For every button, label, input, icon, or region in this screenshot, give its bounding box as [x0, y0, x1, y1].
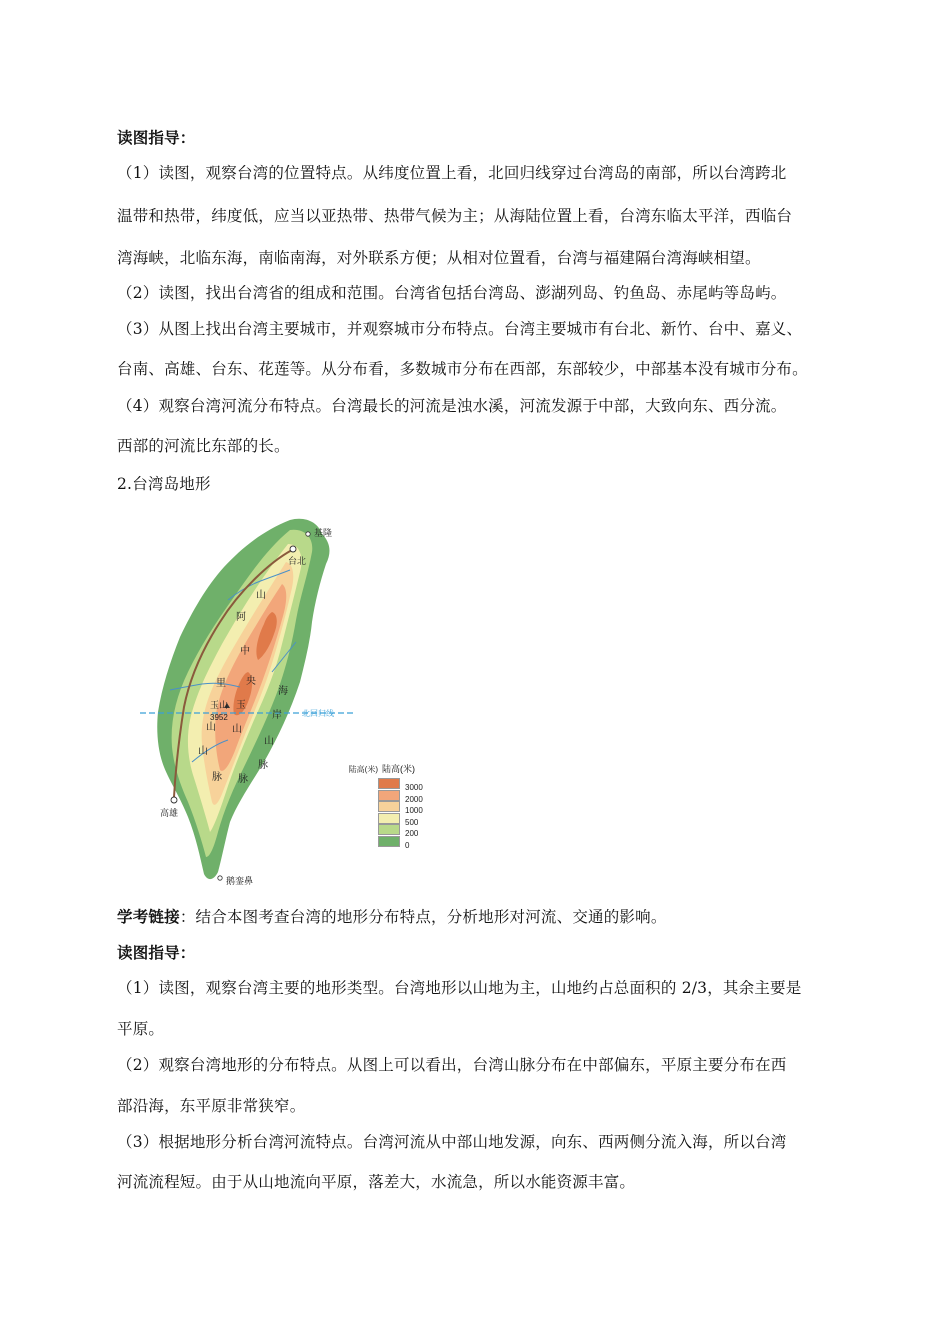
legend-label: 1000 [405, 806, 423, 815]
eluanbi-label: 鹅銮鼻 [226, 876, 254, 886]
mtn-label-mai1: 脉 [212, 772, 222, 783]
legend-swatch [378, 813, 400, 824]
section1-line-8: 西部的河流比东部的长。 [117, 437, 290, 455]
link-text: ：结合本图考查台湾的地形分布特点，分析地形对河流、交通的影响。 [179, 908, 667, 926]
legend-row-200 [378, 824, 448, 838]
section2-line-1: （1）读图，观察台湾主要的地形类型。台湾地形以山地为主，山地约占总面积的 2/3，其余主要是 [117, 979, 802, 997]
legend-title: 陆高(米) [348, 765, 378, 774]
legend-label: 500 [405, 817, 419, 827]
mtn-label-yu: 玉 [236, 700, 246, 711]
taiwan-map-svg [140, 512, 380, 892]
legend-row-500 [378, 813, 448, 827]
legend-label: 2000 [405, 794, 423, 804]
yushan-label: 玉山 [210, 701, 229, 711]
legend-row-0 [378, 836, 448, 850]
kaohsiung-label: 高雄 [160, 808, 179, 818]
legend-swatch [378, 836, 400, 847]
legend-swatch [378, 778, 400, 789]
mtn-label-an: 岸 [272, 710, 282, 721]
section2-line-6: 河流流程短。由于从山地流向平原，落差大，水流急，所以水能资源丰富。 [117, 1173, 636, 1191]
section2-line-5: （3）根据地形分析台湾河流特点。台湾河流从中部山地发源，向东、西两侧分流入海，所以台湾 [117, 1133, 787, 1151]
legend-swatch [378, 824, 400, 835]
taipei-label: 台北 [288, 556, 307, 566]
mtn-label-shan2: 山 [198, 746, 208, 757]
taipei-dot [290, 546, 296, 552]
link-label: 学考链接 [117, 907, 180, 926]
section1-line-7: （4）观察台湾河流分布特点。台湾最长的河流是浊水溪，河流发源于中部，大致向东、西分流。 [117, 397, 787, 415]
legend-label: 200 [405, 829, 419, 838]
mtn-label-shan4: 山 [256, 590, 266, 601]
elevation-legend-box [378, 764, 448, 856]
section2-line-2: 平原。 [117, 1020, 165, 1038]
legend-heading: 陆高(米) [382, 764, 415, 774]
kaohsiung-dot [171, 797, 177, 803]
legend-row-2000 [378, 790, 448, 804]
section1-line-3: 湾海峡，北临东海，南临南海，对外联系方便；从相对位置看，台湾与福建隔台湾海峡相望。 [117, 249, 761, 267]
legend-label: 0 [405, 840, 410, 850]
section1-line-2: 温带和热带，纬度低，应当以亚热带、热带气候为主；从海陆位置上看，台湾东临太平洋，西临台 [117, 207, 793, 225]
mtn-label-shan5: 山 [264, 736, 274, 747]
mtn-label-shan3: 山 [232, 724, 242, 735]
section1-line-4: （2）读图，找出台湾省的组成和范围。台湾省包括台湾岛、澎湖列岛、钓鱼岛、赤尾屿等岛屿。 [117, 284, 787, 302]
section1-heading: 读图指导： [117, 128, 196, 147]
legend-swatch [378, 790, 400, 801]
mtn-label-yang: 央 [246, 676, 256, 687]
section2-line-4: 部沿海，东平原非常狭窄。 [117, 1097, 306, 1115]
mtn-label-shan1: 山 [206, 722, 216, 733]
tropic-label: 北回归线 [302, 709, 334, 718]
keelung-label: 基隆 [314, 528, 333, 538]
section1-line-5: （3）从图上找出台湾主要城市，并观察城市分布特点。台湾主要城市有台北、新竹、台中、嘉义、 [117, 320, 803, 338]
keelung-dot [306, 532, 310, 536]
section2-line-3: （2）观察台湾地形的分布特点。从图上可以看出，台湾山脉分布在中部偏东，平原主要分布在西 [117, 1056, 787, 1074]
mtn-label-li: 里 [216, 678, 226, 689]
mtn-label-zhong: 中 [240, 646, 250, 657]
section1-line-6: 台南、高雄、台东、花莲等。从分布看，多数城市分布在西部，东部较少，中部基本没有城市分布。 [117, 360, 808, 378]
mtn-label-hai: 海 [278, 686, 288, 697]
taiwan-terrain-map [140, 512, 380, 892]
mtn-label-mai3: 脉 [258, 760, 268, 771]
section2-link-line [117, 907, 667, 927]
yushan-height: 3952 [210, 713, 228, 722]
eluanbi-dot [218, 876, 222, 880]
section1-line-1: （1）读图，观察台湾的位置特点。从纬度位置上看，北回归线穿过台湾岛的南部，所以台湾跨北 [117, 164, 787, 182]
section2-title: 2.台湾岛地形 [117, 475, 211, 493]
mtn-label-mai2: 脉 [238, 774, 248, 785]
legend-row-3000 [378, 778, 448, 792]
section2-heading: 读图指导： [117, 943, 196, 962]
legend-label: 3000 [405, 783, 423, 792]
elevation-legend [349, 764, 379, 774]
legend-swatch [378, 801, 400, 812]
legend-row-1000 [378, 801, 448, 815]
mtn-label-a: 阿 [236, 612, 246, 623]
